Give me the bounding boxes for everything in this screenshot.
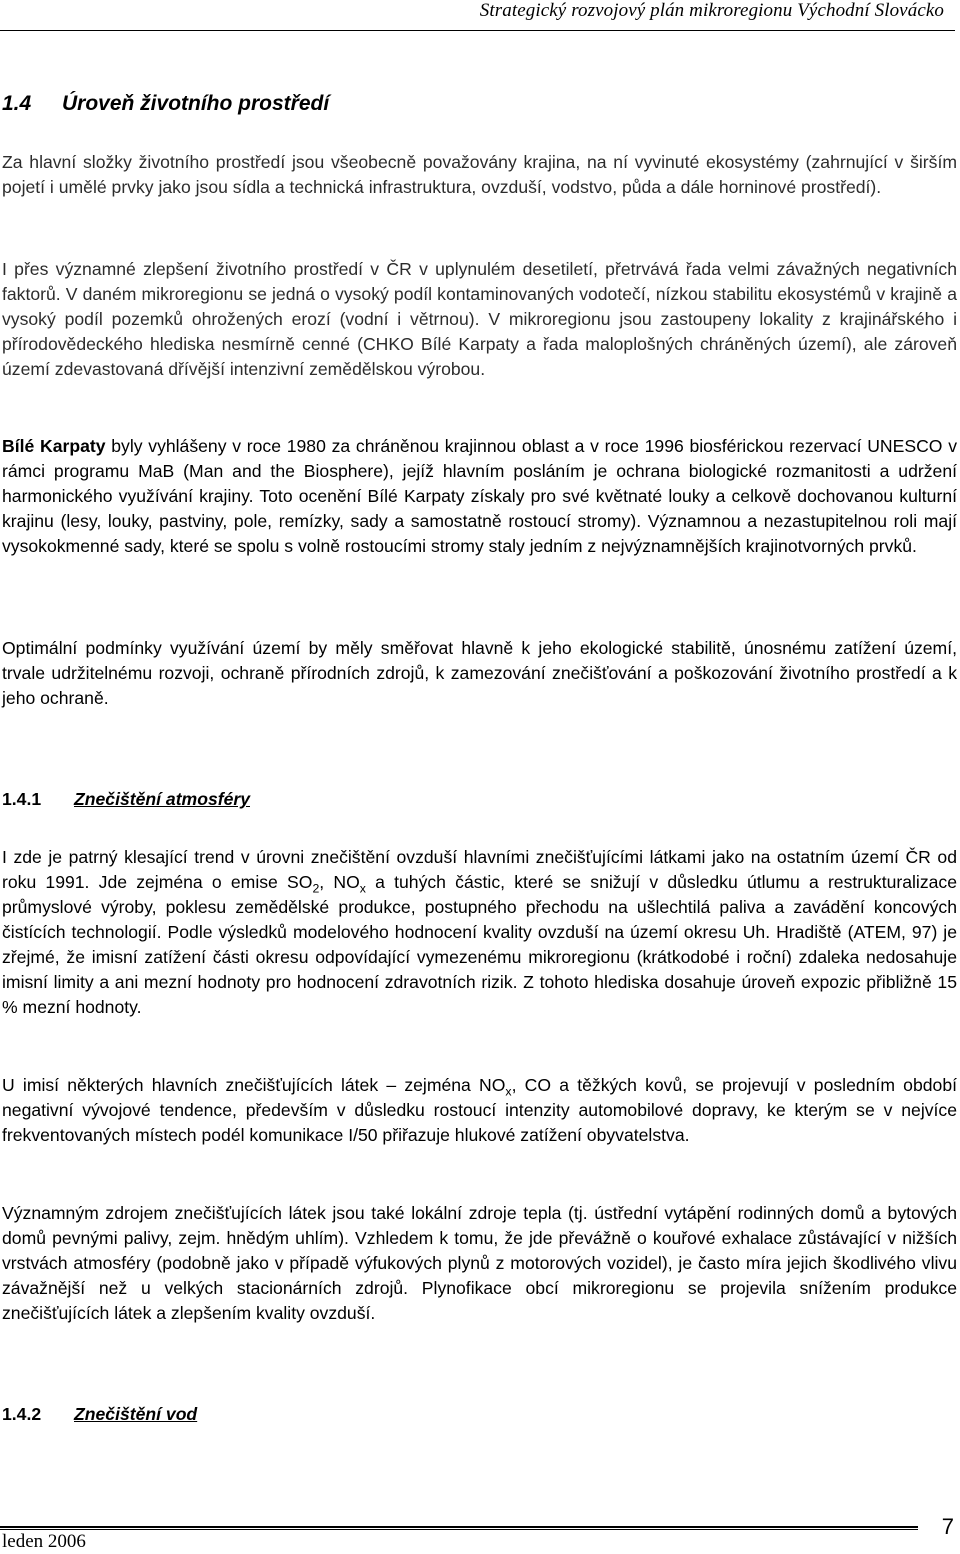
traffic-text-b: , CO a těžkých kovů, se projevují v posledním období negativní vývojové tendence, především v důsledku rostoucí intenzity automobilové dopravy, ke kterým se v nejvíce frekventovaných místech podél komunikace I/50 přiřazuje hlukové zatížení obyvatelstva. [2, 1075, 957, 1145]
emissions-text-a: I zde je patrný klesající trend v úrovni znečištění ovzduší hlavními znečišťujícími látkami jako na ostatním území ČR od roku 1991. Jde zejména o emise SO [2, 847, 957, 892]
footer-date: leden 2006 [2, 1531, 86, 1552]
subsection-number-2: 1.4.2 [2, 1404, 42, 1424]
document-title: Strategický rozvojový plán mikroregionu Východní Slovácko [479, 0, 944, 21]
paragraph-bile-karpaty [2, 434, 957, 559]
traffic-text-a: U imisí některých hlavních znečišťujících látek – zejména NO [2, 1075, 506, 1095]
subsection-title-2: Znečištění vod [74, 1404, 198, 1424]
paragraph-intro: Za hlavní složky životního prostředí jsou všeobecně považovány krajina, na ní vyvinuté ekosystémy (zahrnující v širším pojetí i umělé prvky jako jsou sídla a technická infrastruktura, ovzduší, vodstvo, půda a dále horninové prostředí). [2, 152, 957, 197]
paragraph-traffic [2, 1073, 957, 1148]
bile-karpaty-text: byly vyhlášeny v roce 1980 za chráněnou krajinnou oblast a v roce 1996 biosférickou rezervací UNESCO v rámci programu MaB (Man and the Biosphere), jejíž hlavním posláním je ochrana biologické rozmanitosti a udržení harmonického využívání krajiny. Toto ocenění Bílé Karpaty získaly pro své květnaté louky a celkově dochovanou kulturní krajinu (lesy, louky, pastviny, pole, remízky, sady a samostatně rostoucí stromy). Významnou a nezastupitelnou roli mají vysokokmenné sady, které se spolu s volně rostoucími stromy staly jedním z nejvýznamnějších krajinotvorných prvků. [2, 436, 957, 556]
page-header [0, 0, 955, 31]
emissions-text-b: , NO [319, 872, 360, 892]
emissions-text-c: a tuhých částic, které se snižují v důsledku útlumu a restrukturalizace průmyslové výroby, poklesu zemědělské produkce, postupného přechodu na ušlechtilá paliva a zavádění koncových čistících technologií. Podle výsledků modelového hodnocení kvality ovzduší na území okresu Uh. Hradiště (ATEM, 97) je zřejmé, že imisní zatížení části okresu odpovídající vymezenému mikroregionu (krátkodobé i roční) zdaleka nedosahuje imisní limity a ani mezní hodnoty pro hodnocení zdravotních rizik. Z tohoto hlediska dosahuje úroveň expozic přibližně 15 % mezní hodnoty. [2, 872, 958, 1017]
nox-subscript-2: x [505, 1084, 512, 1099]
section-heading [2, 92, 329, 116]
section-number: 1.4 [2, 92, 32, 115]
paragraph-negative-factors: I přes významné zlepšení životního prostředí v ČR v uplynulém desetiletí, přetrvává řada velmi závažných negativních faktorů. V daném mikroregionu se jedná o vysoký podíl kontaminovaných vodotečí, nízkou stabilitu ekosystémů v krajině a vysoký podíl pozemků ohrožených erozí (vodní i větrnou). V mikroregionu jsou zastoupeny lokality z krajinářského i přírodovědeckého hlediska nesmírně cenné (CHKO Bílé Karpaty a řada maloplošných chráněných území), ale zároveň území zdevastovaná dřívější intenzivní zemědělskou výrobou. [2, 259, 957, 379]
nox-subscript: x [359, 881, 366, 896]
subsection-number: 1.4.1 [2, 789, 42, 809]
footer-rule [0, 1526, 918, 1530]
paragraph-optimal-conditions: Optimální podmínky využívání území by měly směřovat hlavně k jeho ekologické stabilitě, únosnému zatížení území, trvale udržitelnému rozvoji, ochraně přírodních zdrojů, k zamezování znečišťování a poškozování životního prostředí a k jeho ochraně. [2, 638, 957, 708]
bile-karpaty-bold: Bílé Karpaty [2, 436, 106, 456]
subsection-title: Znečištění atmosféry [74, 789, 250, 809]
page-number: 7 [941, 1514, 954, 1539]
paragraph-local-sources: Významným zdrojem znečišťujících látek jsou také lokální zdroje tepla (tj. ústřední vytápění rodinných domů a bytových domů pevnými palivy, zejm. hnědým uhlím). Vzhledem k tomu, že jde převážně o kouřové exhalace zůstávající v nižších vrstvách atmosféry (podobně jako v případě výfukových plynů z motorových vozidel), je často míra jejich škodlivého vlivu závažnější než u velkých stacionárních zdrojů. Plynofikace obcí mikroregionu se projevila snížením produkce znečišťujících látek a zlepšením kvality ovzduší. [2, 1203, 957, 1323]
subsection-heading-atmosphere [2, 789, 250, 810]
so2-subscript: 2 [312, 881, 320, 896]
subsection-heading-water [2, 1404, 197, 1425]
paragraph-emissions [2, 845, 957, 1020]
section-title: Úroveň životního prostředí [62, 92, 330, 115]
